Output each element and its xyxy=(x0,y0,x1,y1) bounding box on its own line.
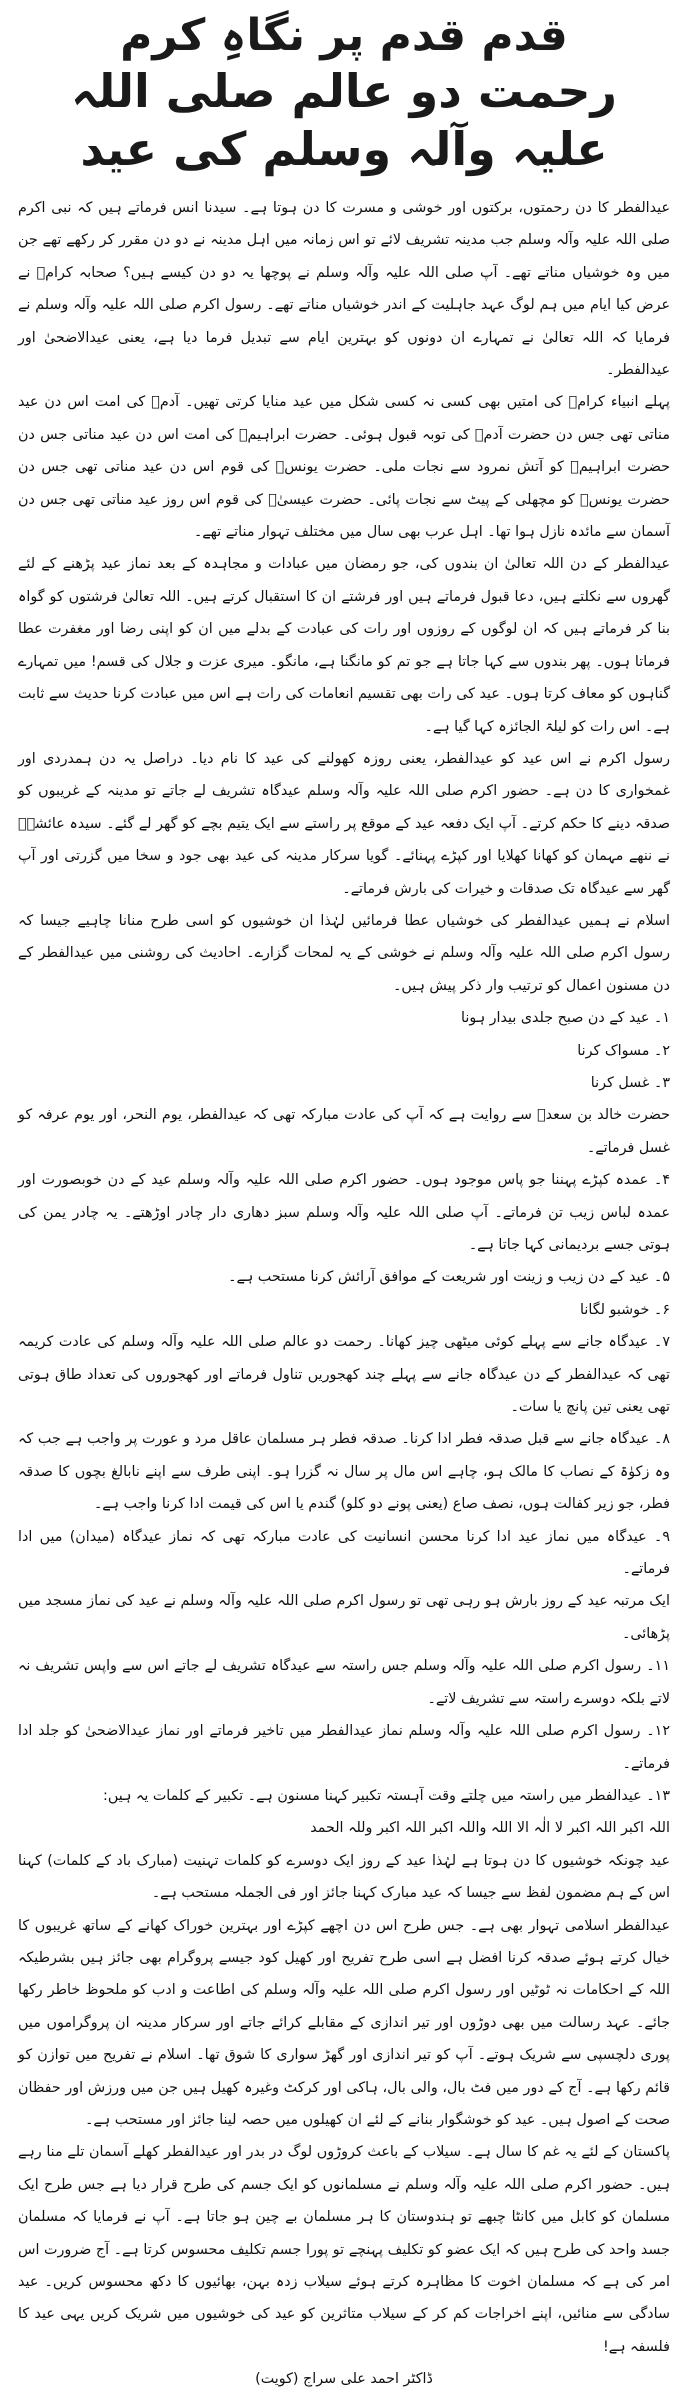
paragraph-sunnah-intro: اسلام نے ہمیں عیدالفطر کی خوشیاں عطا فرمائیں لہٰذا ان خوشیوں کو اسی طرح منانا چاہیے جیسا کہ رسول اکرم صلی اللہ علیہ وآلہ وسلم نے خوشی کے یہ لمحات گزارے۔ احادیث کی روشنی میں عیدالفطر کے دن مسنون اعمال کو ترتیب وار ذکر پیش ہیں۔ xyxy=(18,912,670,994)
article-title-line-2: رحمت دو عالم صلی اللہ علیہ وآلہ وسلم کی عید xyxy=(70,64,617,176)
paragraph-eid-intro: عیدالفطر کا دن رحمتوں، برکتوں اور خوشی و مسرت کا دن ہوتا ہے۔ سیدنا انس فرماتے ہیں کہ نبی اکرم صلی اللہ علیہ وآلہ وسلم جب مدینہ تشریف لائے تو اس زمانہ میں اہل مدینہ نے دو دن مقرر کر رکھے تھے جن میں وہ خوشیاں مناتے تھے۔ آپ صلی اللہ علیہ وآلہ وسلم نے پوچھا یہ دو دن کیسے ہیں؟ صحابہ کرامؓ نے عرض کیا ایام میں ہم لوگ عہد جاہلیت کے اندر خوشیاں مناتے تھے۔ رسول اکرم صلی اللہ علیہ وآلہ وسلم نے فرمایا کہ اللہ تعالیٰ نے تمہارے ان دونوں کو بہترین ایام سے تبدیل فرما دیا ہے، یعنی عیدالاضحیٰ اور عیدالفطر۔ xyxy=(18,200,670,379)
list-item-adornment: ۵۔ عید کے دن زیب و زینت اور شریعت کے موافق آرائش کرنا مستحب ہے۔ xyxy=(228,1269,670,1286)
paragraph-ghusl-hadith: حضرت خالد بن سعدؓ سے روایت ہے کہ آپ کی عادت مبارکہ تھی کہ عیدالفطر، یوم النحر، اور یوم عرفہ کو غسل فرماتے۔ xyxy=(18,1107,670,1156)
list-item-perfume: ۶۔ خوشبو لگانا xyxy=(580,1301,670,1318)
list-item-route: ۱۱۔ رسول اکرم صلی اللہ علیہ وآلہ وسلم جس راستہ سے عیدگاہ تشریف لے جاتے اس سے واپس تشریف نہ لاتے بلکہ دوسرے راستہ سے تشریف لاتے۔ xyxy=(18,1658,670,1707)
list-item-wake-early: ۱۔ عید کے دن صبح جلدی بیدار ہونا xyxy=(461,1010,670,1027)
list-item-miswak: ۲۔ مسواک کرنا xyxy=(577,1042,670,1059)
list-item-ghusl: ۳۔ غسل کرنا xyxy=(590,1074,670,1091)
author-signature: ڈاکٹر احمد علی سراج (کویت) xyxy=(255,2371,433,2388)
paragraph-eid-reward: عیدالفطر کے دن اللہ تعالیٰ ان بندوں کی، جو رمضان میں عبادات و مجاہدہ کے بعد نماز عید پڑھنے کے لئے گھروں سے نکلتے ہیں، دعا قبول فرماتے ہیں اور فرشتے ان کا استقبال کرتے ہیں۔ اللہ تعالیٰ فرشتوں کو گواہ بنا کر فرماتے ہیں کہ ان لوگوں کے روزوں اور رات کی عبادت کے بدلے میں ان کو اپنی رضا اور مغفرت عطا فرماتا ہوں۔ پھر بندوں سے کہا جاتا ہے جو تم کو مانگنا ہے، مانگو۔ میری عزت و جلال کی قسم! میں تمہارے گناہوں کو معاف کرتا ہوں۔ عید کی رات بھی تقسیم انعامات کی رات ہے اس میں عبادت کرنا حدیث سے ثابت ہے۔ اس رات کو لیلۃ الجائزہ کہا گیا ہے۔ xyxy=(18,556,670,735)
list-item-eidgah: ۹۔ عیدگاہ میں نماز عید ادا کرنا محسن انسانیت کی عادت مبارکہ تھی کہ نماز عیدگاہ (میدان) میں ادا فرماتے۔ xyxy=(18,1528,670,1578)
list-item-sadaqa-fitr: ۸۔ عیدگاہ جانے سے قبل صدقہ فطر ادا کرنا۔ صدقہ فطر ہر مسلمان عاقل مرد و عورت پر واجب ہے جب کہ وہ زکوٰۃ کے نصاب کا مالک ہو، چاہے اس مال پر سال نہ گزرا ہو۔ اپنی طرف سے اپنے نابالغ بچوں کا صدقہ فطر، جو زیر کفالت ہوں، نصف صاع (یعنی پونے دو کلو) گندم یا اس کی قیمت ادا کرنا واجب ہے۔ xyxy=(18,1431,670,1513)
paragraph-sympathy: رسول اکرم نے اس عید کو عیدالفطر، یعنی روزہ کھولنے کی عید کا نام دیا۔ دراصل یہ دن ہمدردی اور غمخواری کا دن ہے۔ حضور اکرم صلی اللہ علیہ وآلہ وسلم عیدگاہ تشریف لے جاتے تو مدینہ کے غریبوں کو صدقہ دینے کا حکم کرتے۔ آپ ایک دفعہ عید کے موقع پر راستے سے ایک یتیم بچے کو گھر لے گئے۔ سیدہ عائشہؓ نے ننھے مہمان کو کھانا کھلایا اور کپڑے پہنائے۔ گویا سرکار مدینہ کی عید بھی جود و سخا میں گزرتی اور آپ گھر سے عیدگاہ تک صدقات و خیرات کی بارش فرماتے۔ xyxy=(18,750,670,897)
paragraph-recreation: عیدالفطر اسلامی تہوار بھی ہے۔ جس طرح اس دن اچھے کپڑے اور بہترین خوراک کھانے کے ساتھ غریبوں کا خیال کرتے ہوئے صدقہ کرنا افضل ہے اسی طرح تفریح اور کھیل کود جیسے پروگرام بھی جائز ہیں بشرطیکہ اللہ کے احکامات نہ ٹوٹیں اور رسول اکرم صلی اللہ علیہ وآلہ وسلم کی اطاعت و ادب کو ملحوظ خاطر رکھا جائے۔ عہد رسالت میں بھی دوڑوں اور تیر اندازی کے مقابلے کرائے جاتے اور سرکار مدینہ ان پروگراموں میں پوری دلچسپی سے شریک ہوتے۔ آپ کو تیر اندازی اور گھڑ سواری کا شوق تھا۔ اسلام نے تفریح میں توازن کو قائم رکھا ہے۔ آج کے دور میں فٹ بال، والی بال، ہاکی اور کرکٹ وغیرہ کھیل ہیں جن میں ورزش اور حفظان صحت کے اصول ہیں۔ عید کو خوشگوار بنانے کے لئے ان کھیلوں میں حصہ لینا جائز اور مستحب ہے۔ xyxy=(18,1917,670,2128)
paragraph-previous-nations: پہلے انبیاء کرامؑ کی امتیں بھی کسی نہ کسی شکل میں عید منایا کرتی تھیں۔ آدمؑ کی امت اس دن عید مناتی تھی جس دن حضرت آدمؑ کی توبہ قبول ہوئی۔ حضرت ابراہیمؑ کی امت اس دن عید مناتی جس دن حضرت ابراہیمؑ کو آتش نمرود سے نجات ملی۔ حضرت یونسؑ کی قوم اس دن عید مناتی تھی جس دن حضرت یونسؑ کو مچھلی کے پیٹ سے نجات پائی۔ حضرت عیسیٰؑ کی قوم اس روز عید مناتی تھی جس دن آسمان سے مائدہ نازل ہوا تھا۔ اہل عرب بھی سال میں مختلف تہوار مناتے تھے۔ xyxy=(18,394,670,541)
article-title-line-1: قدم قدم پر نگاہِ کرم xyxy=(120,10,568,61)
paragraph-rain: ایک مرتبہ عید کے روز بارش ہو رہی تھی تو رسول اکرم صلی اللہ علیہ وآلہ وسلم نے عید کی نماز مسجد میں پڑھائی۔ xyxy=(18,1593,670,1642)
list-item-clothes: ۴۔ عمدہ کپڑے پہننا جو پاس موجود ہوں۔ حضور اکرم صلی اللہ علیہ وآلہ وسلم عید کے دن خوبصورت اور عمدہ لباس زیب تن فرماتے۔ آپ صلی اللہ علیہ وآلہ وسلم سبز دھاری دار چادر اوڑھتے۔ یہ چادر یمن کی ہوتی جسے بردیمانی کہا جاتا ہے۔ xyxy=(18,1172,670,1253)
list-item-sweet: ۷۔ عیدگاہ جانے سے پہلے کوئی میٹھی چیز کھانا۔ رحمت دو عالم صلی اللہ علیہ وآلہ وسلم کی عادت کریمہ تھی کہ عیدالفطر کے دن عیدگاہ جانے سے پہلے چند کھجوریں تناول فرماتے اور کھجوروں کی تعداد طاق ہوتی تھی یعنی تین پانچ یا سات۔ xyxy=(18,1334,670,1416)
article-body xyxy=(18,192,670,2396)
paragraph-flood: پاکستان کے لئے یہ غم کا سال ہے۔ سیلاب کے باعث کروڑوں لوگ در بدر اور عیدالفطر کھلے آسمان تلے منا رہے ہیں۔ حضور اکرم صلی اللہ علیہ وآلہ وسلم نے مسلمانوں کو ایک جسم کی طرح قرار دیا ہے جس طرح ایک مسلمان کو کابل میں کانٹا چبھے تو ہندوستان کا ہر مسلمان بے چین ہو جاتا ہے۔ آپ نے فرمایا کہ مسلمان جسد واحد کی طرح ہیں کہ ایک عضو کو تکلیف پہنچے تو پورا جسم تکلیف محسوس کرتا ہے۔ آج ضرورت اس امر کی ہے کہ مسلمان اخوت کا مظاہرہ کرتے ہوئے سیلاب زدہ بہن، بھائیوں کا دکھ محسوس کریں۔ عید سادگی سے منائیں، اپنے اخراجات کم کر کے سیلاب متاثرین کو عید کی خوشیوں میں شریک کریں یہی عید کا فلسفہ ہے! xyxy=(18,2144,670,2355)
list-item-delay: ۱۲۔ رسول اکرم صلی اللہ علیہ وآلہ وسلم نماز عیدالفطر میں تاخیر فرماتے اور نماز عیدالاضحیٰ کو جلد ادا فرماتے۔ xyxy=(18,1723,670,1772)
takbeer-text: اللہ اکبر اللہ اکبر لا الٰہ الا اللہ واللہ اکبر اللہ اکبر وللہ الحمد xyxy=(310,1820,670,1837)
list-item-takbeer: ۱۳۔ عیدالفطر میں راستہ میں چلتے وقت آہستہ تکبیر کہنا مسنون ہے۔ تکبیر کے کلمات یہ ہیں: xyxy=(103,1787,670,1804)
paragraph-greetings: عید چونکہ خوشیوں کا دن ہوتا ہے لہٰذا عید کے روز ایک دوسرے کو کلمات تہنیت (مبارک باد کے کلمات) کہنا اس کے ہم مضمون لفظ سے جیسا کہ عید مبارک کہنا جائز اور فی الجملہ مستحب ہے۔ xyxy=(18,1852,670,1902)
